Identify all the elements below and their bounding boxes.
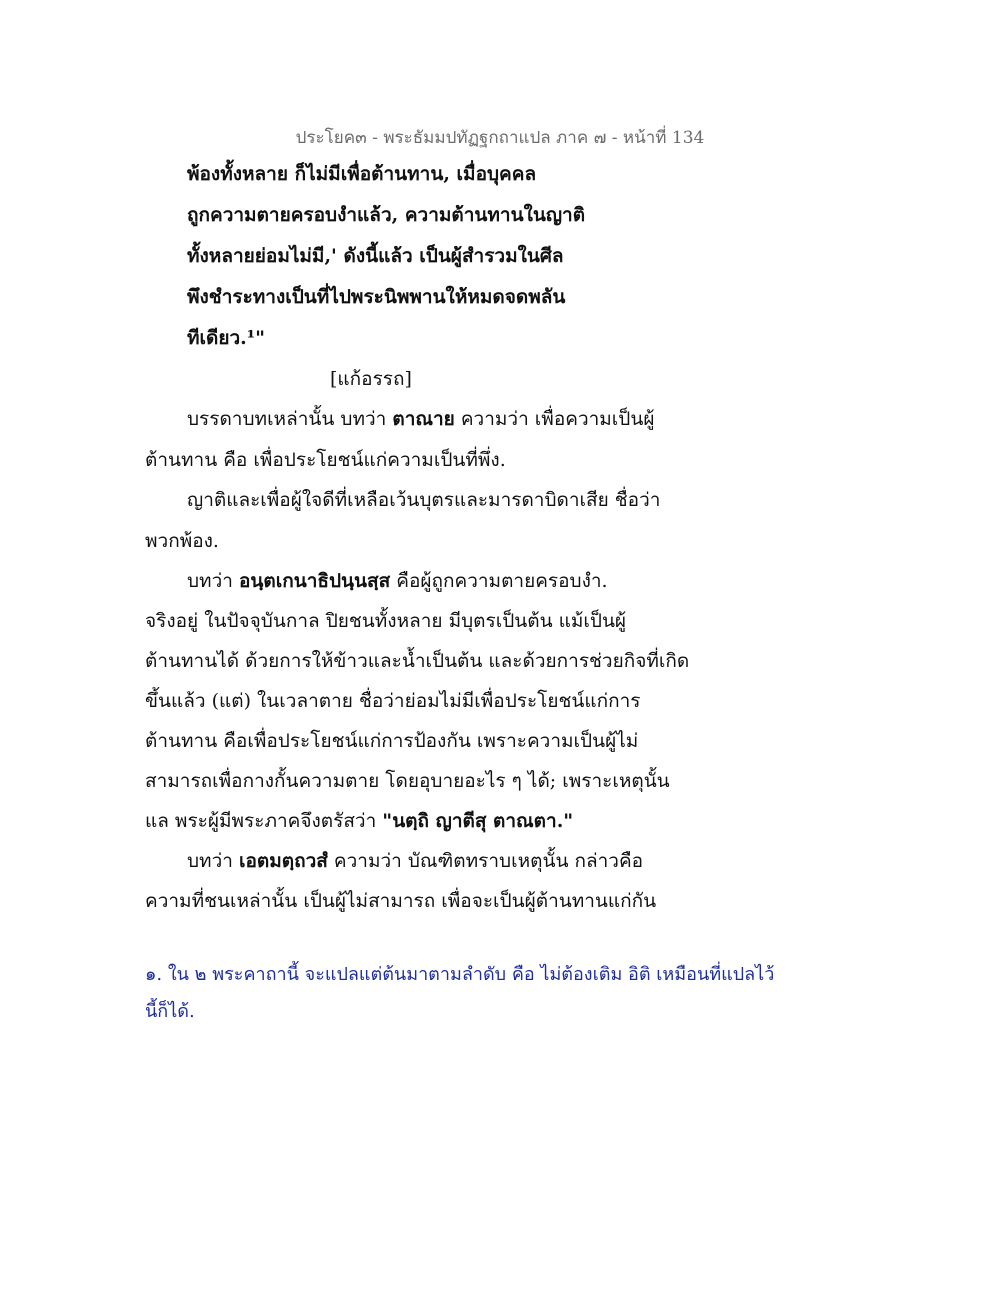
verse-line-5: ทีเดียว.¹" [187, 327, 265, 349]
para3-line-3: ต้านทานได้ ด้วยการให้ข้าวและน้ำเป็นต้น และด้วยการช่วยกิจที่เกิด [145, 650, 690, 672]
footnote-line-1: ๑. ใน ๒ พระคาถานี้ จะแปลแต่ต้นมาตามลำดับ คือ ไม่ต้องเติม อิติ เหมือนที่แปลไว้ [145, 964, 775, 985]
verse-line-4: พึงชำระทางเป็นที่ไปพระนิพพานให้หมดจดพลัน [187, 286, 566, 308]
para3-line-4: ขึ้นแล้ว (แต่) ในเวลาตาย ชื่อว่าย่อมไม่มีเพื่อประโยชน์แก่การ [145, 690, 641, 712]
para3-line-2: จริงอยู่ ในปัจจุบันกาล ปิยชนทั้งหลาย มีบุตรเป็นต้น แม้เป็นผู้ [145, 610, 627, 632]
para4-text: บทว่า [187, 850, 239, 872]
para4-line-2: ความที่ชนเหล่านั้น เป็นผู้ไม่สามารถ เพื่อจะเป็นผู้ต้านทานแก่กัน [145, 890, 657, 912]
para3-line-5: ต้านทาน คือเพื่อประโยชน์แก่การป้องกัน เพราะความเป็นผู้ไม่ [145, 730, 639, 752]
verse-line-2: ถูกความตายครอบงำแล้ว, ความต้านทานในญาติ [187, 204, 586, 226]
para3-line-1 [187, 568, 608, 594]
para1-line-2: ต้านทาน คือ เพื่อประโยชน์แก่ความเป็นที่พึ่ง. [145, 449, 506, 471]
para4-line-1 [187, 848, 643, 874]
para3-quote: "นตฺถิ ญาตีสุ ตาณตา." [382, 810, 574, 832]
footnote-line-2: นี้ก็ได้. [145, 1001, 195, 1022]
para1-term: ตาณาย [392, 408, 455, 430]
para2-line-2: พวกพ้อง. [145, 530, 219, 552]
para1-text: บรรดาบทเหล่านั้น บทว่า [187, 408, 393, 430]
para3-line-6: สามารถเพื่อกางกั้นความตาย โดยอุบายอะไร ๆ ได้; เพราะเหตุนั้น [145, 770, 670, 792]
para3-text: บทว่า [187, 570, 239, 592]
section-heading: [แก้อรรถ] [330, 368, 412, 390]
verse-line-3: ทั้งหลายย่อมไม่มี,' ดังนี้แล้ว เป็นผู้สำรวมในศีล [187, 245, 564, 267]
verse-line-1: พ้องทั้งหลาย ก็ไม่มีเพื่อต้านทาน, เมื่อบุคคล [187, 163, 537, 185]
para3-text-end: แล พระผู้มีพระภาคจึงตรัสว่า [145, 810, 383, 832]
para4-text-cont: ความว่า บัณฑิตทราบเหตุนั้น กล่าวคือ [327, 850, 644, 872]
para3-text-cont: คือผู้ถูกความตายครอบงำ. [390, 570, 608, 592]
para3-line-7 [145, 808, 573, 834]
para4-term: เอตมตฺถวสํ [238, 850, 328, 872]
para2-line-1: ญาติและเพื่อผู้ใจดีที่เหลือเว้นบุตรและมารดาบิดาเสีย ชื่อว่า [187, 489, 661, 511]
para1-line-1 [187, 406, 654, 432]
page-header: ประโยค๓ - พระธัมมปทัฏฐกถาแปล ภาค ๗ - หน้าที่ 134 [295, 128, 705, 148]
para3-term: อนฺตเกนาธิปนฺนสฺส [238, 570, 391, 592]
para1-text-cont: ความว่า เพื่อความเป็นผู้ [454, 408, 655, 430]
